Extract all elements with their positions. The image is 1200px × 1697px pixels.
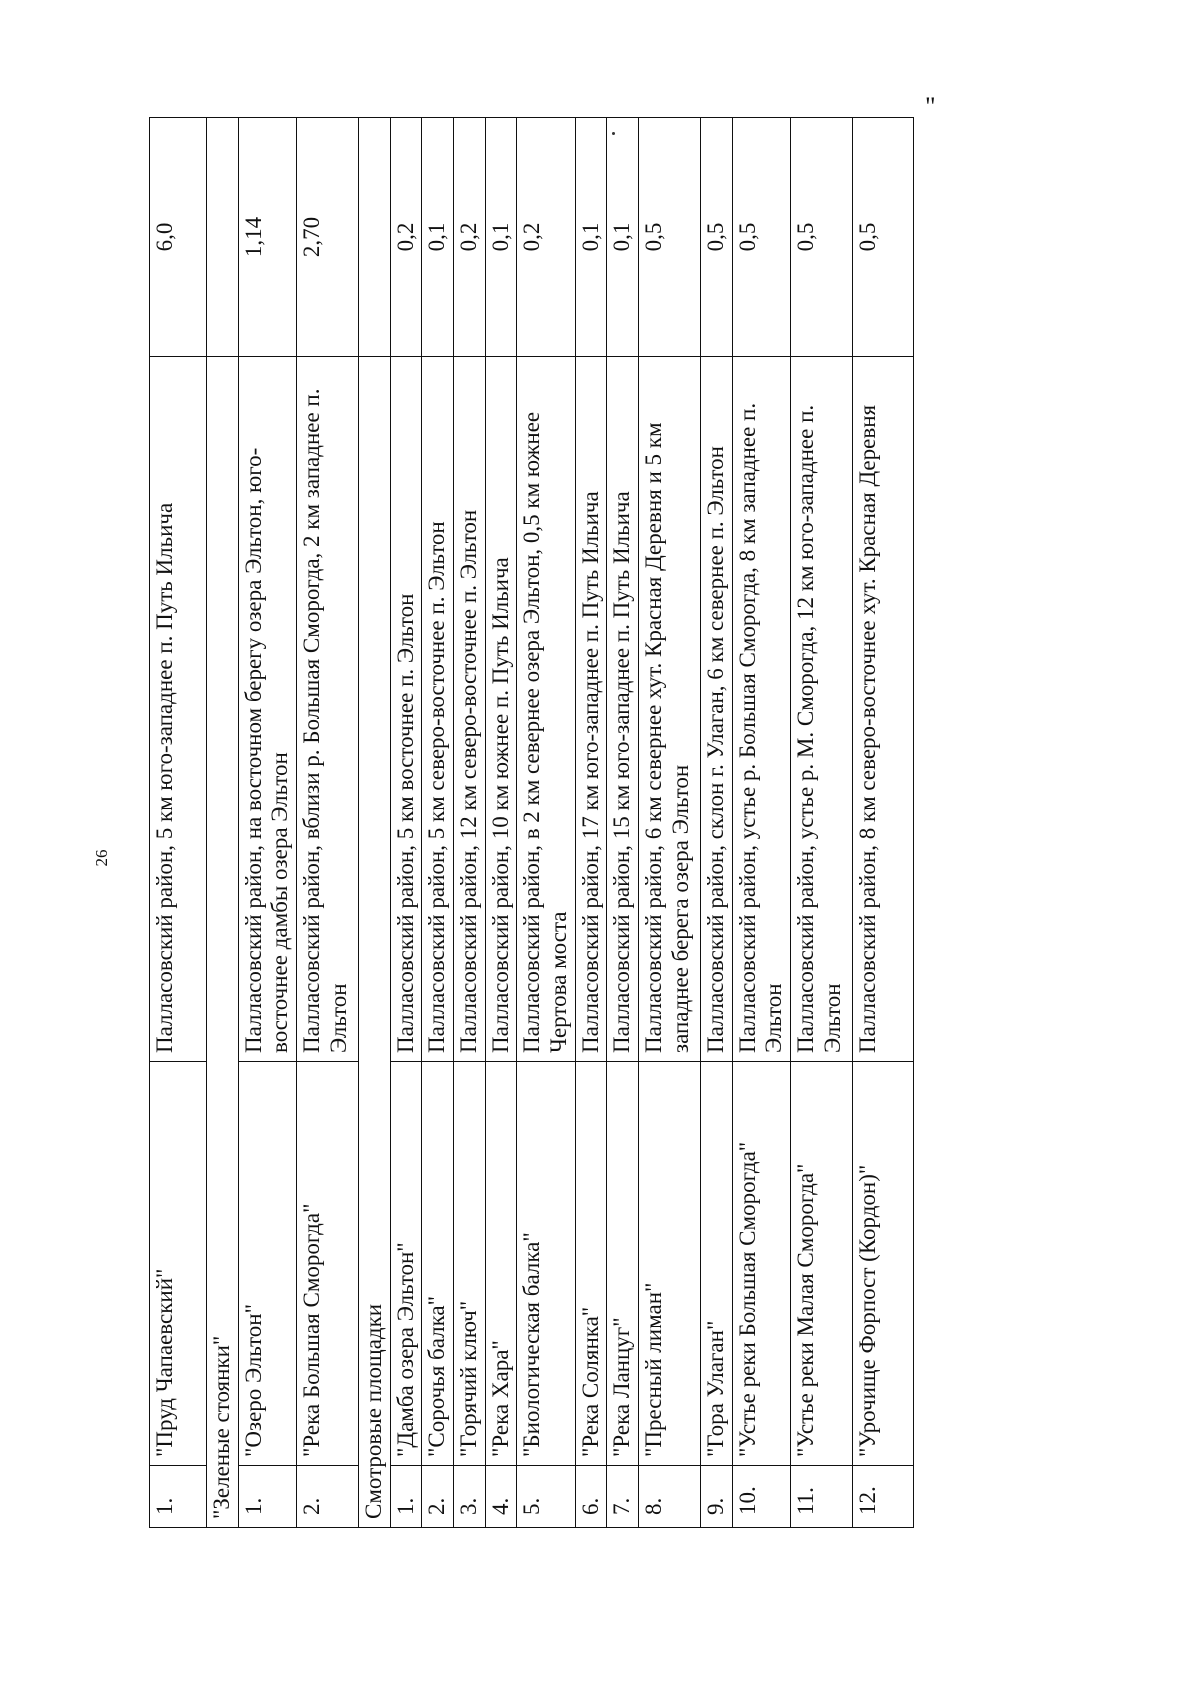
table-row [297,118,359,1528]
site-value: 0,1 [607,118,639,357]
site-name: "Устье реки Большая Сморогда" [732,1062,790,1466]
section-heading: "Зеленые стоянки" [207,357,239,1528]
table-row [732,118,790,1528]
site-location: Палласовский район, в 2 км севернее озера Эльтон, 0,5 км южнее Чертова моста [517,357,575,1062]
site-name: "Сорочья балка" [422,1062,454,1466]
table-row [390,118,422,1528]
site-location: Палласовский район, 6 км севернее хут. Красная Деревня и 5 км западнее берега озера Эльтон [639,357,701,1062]
row-number: 1. [390,1466,422,1528]
table-row [422,118,454,1528]
site-value: 0,1 [422,118,454,357]
table-row [517,118,575,1528]
site-name: "Река Солянка" [575,1062,607,1466]
section-heading-empty-cell [207,118,239,357]
site-location: Палласовский район, 15 км юго-западнее п. Путь Ильича [607,357,639,1062]
row-number: 1. [150,1466,207,1528]
site-value: 0,5 [701,118,733,357]
table-row [639,118,701,1528]
site-name: "Устье реки Малая Сморогда" [791,1062,853,1466]
row-number: 2. [297,1466,359,1528]
site-location: Палласовский район, на восточном берегу озера Эльтон, юго-восточнее дамбы озера Эльтон [238,357,296,1062]
table-row [791,118,853,1528]
site-location: Палласовский район, устье р. М. Сморогда, 12 км юго-западнее п. Эльтон [791,357,853,1062]
section-heading-row [207,118,239,1528]
row-number: 3. [454,1466,486,1528]
site-location: Палласовский район, 12 км северо-восточнее п. Эльтон [454,357,486,1062]
site-name: "Горячий ключ" [454,1062,486,1466]
site-name: "Гора Улаган" [701,1062,733,1466]
row-number: 12. [853,1466,914,1528]
site-value: 0,2 [390,118,422,357]
closing-quote-mark: " [925,92,936,121]
site-name: "Урочище Форпост (Кордон)" [853,1062,914,1466]
site-value: 6,0 [150,118,207,357]
table-row [238,118,296,1528]
site-value: 0,2 [454,118,486,357]
site-location: Палласовский район, 5 км северо-восточнее п. Эльтон [422,357,454,1062]
site-value: 0,5 [791,118,853,357]
site-location: Палласовский район, вблизи р. Большая Сморогда, 2 км западнее п. Эльтон [297,357,359,1062]
table-row [607,118,639,1528]
site-value: 0,1 [575,118,607,357]
table-row [485,118,517,1528]
site-value: 0,1 [485,118,517,357]
site-location: Палласовский район, склон г. Улаган, 6 км севернее п. Эльтон [701,357,733,1062]
section-heading: Смотровые площадки [359,357,391,1528]
row-number: 10. [732,1466,790,1528]
row-number: 5. [517,1466,575,1528]
table-row [575,118,607,1528]
site-location: Палласовский район, 5 км юго-западнее п. Путь Ильича [150,357,207,1062]
sites-table [149,117,914,1528]
rotated-table-container [149,118,914,1528]
site-location: Палласовский район, 10 км южнее п. Путь Ильича [485,357,517,1062]
site-name: "Пресный лиман" [639,1062,701,1466]
row-number: 1. [238,1466,296,1528]
site-value: 0,5 [732,118,790,357]
row-number: 6. [575,1466,607,1528]
site-value: 0,2 [517,118,575,357]
site-name: "Биологическая балка" [517,1062,575,1466]
row-number: 11. [791,1466,853,1528]
row-number: 8. [639,1466,701,1528]
site-value: 1,14 [238,118,296,357]
site-value: 0,5 [639,118,701,357]
site-value: 2,70 [297,118,359,357]
site-name: "Озеро Эльтон" [238,1062,296,1466]
site-location: Палласовский район, 17 км юго-западнее п. Путь Ильича [575,357,607,1062]
site-name: "Река Большая Сморогда" [297,1062,359,1466]
site-name: "Река Ланцуг" [607,1062,639,1466]
table-row [853,118,914,1528]
table-row [701,118,733,1528]
site-location: Палласовский район, 8 км северо-восточнее хут. Красная Деревня [853,357,914,1062]
site-value: 0,5 [853,118,914,357]
site-name: "Пруд Чапаевский" [150,1062,207,1466]
table-row [150,118,207,1528]
site-location: Палласовский район, 5 км восточнее п. Эльтон [390,357,422,1062]
section-heading-empty-cell [359,118,391,357]
row-number: 4. [485,1466,517,1528]
row-number: 2. [422,1466,454,1528]
row-number: 7. [607,1466,639,1528]
site-location: Палласовский район, устье р. Большая Сморогда, 8 км западнее п. Эльтон [732,357,790,1062]
section-heading-row [359,118,391,1528]
page-number: 26 [92,849,111,867]
table-row [454,118,486,1528]
site-name: "Река Хара" [485,1062,517,1466]
row-number: 9. [701,1466,733,1528]
site-name: "Дамба озера Эльтон" [390,1062,422,1466]
